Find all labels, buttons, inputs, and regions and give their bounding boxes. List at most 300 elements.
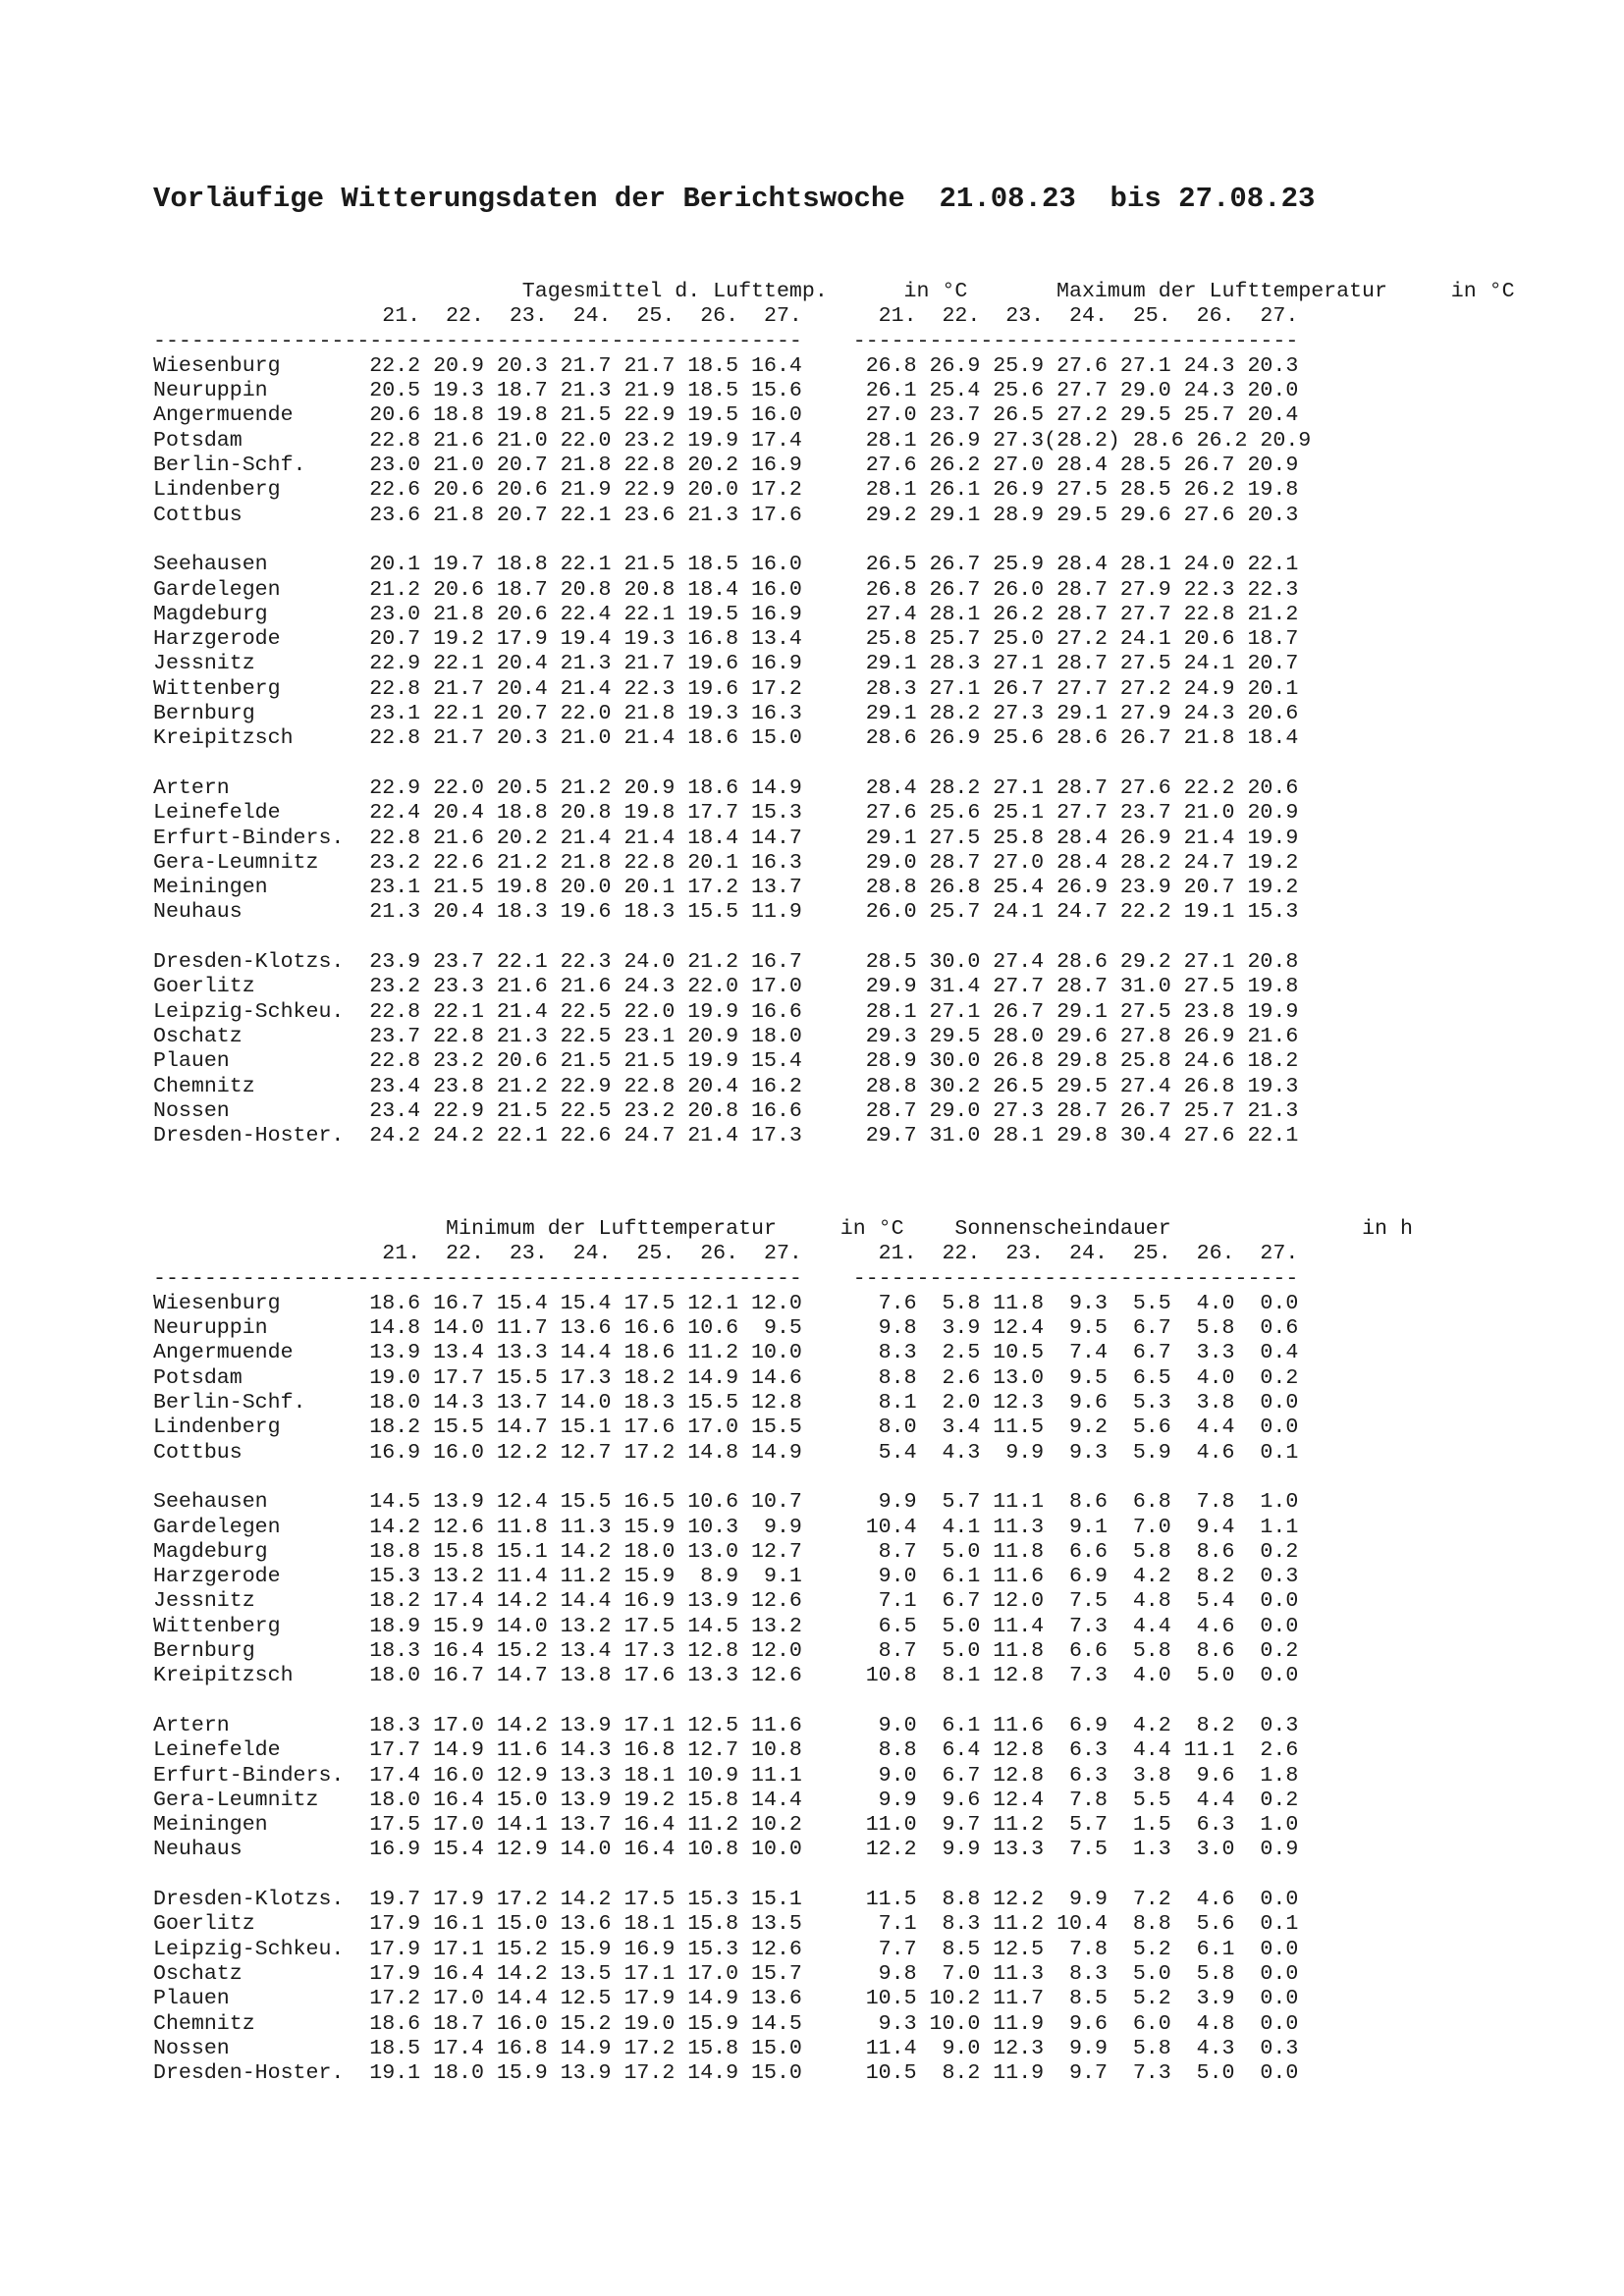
station-name: Goerlitz [153, 975, 357, 999]
station-name: Dresden-Klotzs. [153, 950, 357, 975]
left-values: 23.2 22.6 21.2 21.8 22.8 20.1 16.3 [356, 850, 802, 875]
right-values: 8.1 2.0 12.3 9.6 5.3 3.8 0.0 [852, 1391, 1299, 1415]
spacer [802, 1664, 853, 1687]
station-name: Angermuende [153, 403, 357, 428]
table-row [153, 1049, 1515, 1074]
station-name: Artern [153, 775, 357, 800]
left-values: 18.0 16.7 14.7 13.8 17.6 13.3 12.6 [356, 1664, 802, 1688]
right-values: 28.8 30.2 26.5 29.5 27.4 26.8 19.3 [852, 1074, 1299, 1098]
table-row [153, 1490, 1413, 1515]
spacer [802, 677, 853, 701]
spacer [802, 403, 853, 427]
station-name: Nossen [153, 1098, 357, 1123]
right-block-title: Sonnenscheindauer in h [903, 1217, 1413, 1241]
spacer [802, 2037, 853, 2060]
right-values: 8.8 6.4 12.8 6.3 4.4 11.1 2.6 [852, 1738, 1299, 1763]
left-values: 19.1 18.0 15.9 13.9 17.2 14.9 15.0 [356, 2061, 802, 2086]
spacer [802, 652, 853, 675]
separator-left: --------------------------------------------------- [153, 329, 802, 353]
table-row [153, 1838, 1413, 1862]
left-values: 22.8 21.6 20.2 21.4 21.4 18.4 14.7 [356, 826, 802, 850]
left-values: 23.0 21.0 20.7 21.8 22.8 20.2 16.9 [356, 454, 802, 478]
right-values: 29.0 28.7 27.0 28.4 28.2 24.7 19.2 [852, 850, 1299, 875]
spacer [802, 1838, 853, 1861]
spacer [802, 851, 853, 875]
spacer [802, 1124, 853, 1148]
spacer [802, 354, 853, 378]
station-name: Leinefelde [153, 1738, 357, 1763]
table-row [153, 827, 1515, 851]
spacer [802, 702, 853, 725]
station-name: Lindenberg [153, 478, 357, 503]
table-row [153, 1888, 1413, 1912]
table-row [153, 1962, 1413, 1987]
table-row [153, 1938, 1413, 1962]
left-block-title: Minimum der Lufttemperatur in °C [446, 1217, 904, 1241]
left-values: 23.6 21.8 20.7 22.1 23.6 21.3 17.6 [356, 503, 802, 527]
right-values: 8.0 3.4 11.5 9.2 5.6 4.4 0.0 [852, 1415, 1299, 1440]
right-values: 29.3 29.5 28.0 29.6 27.8 26.9 21.6 [852, 1024, 1299, 1048]
table-row [153, 478, 1515, 503]
station-name: Potsdam [153, 1365, 357, 1390]
station-name: Wittenberg [153, 1614, 357, 1638]
spacer [802, 1075, 853, 1098]
right-values: 28.7 29.0 27.3 28.7 26.7 25.7 21.3 [852, 1098, 1299, 1123]
left-day-labels: 21. 22. 23. 24. 25. 26. 27. [356, 1242, 802, 1266]
spacer [802, 379, 853, 402]
spacer [802, 1441, 853, 1465]
right-values: 28.6 26.9 25.6 28.6 26.7 21.8 18.4 [852, 726, 1299, 751]
station-name: Kreipitzsch [153, 1664, 357, 1688]
station-name: Gardelegen [153, 577, 357, 602]
station-name: Meiningen [153, 1813, 357, 1838]
table-row [153, 1391, 1413, 1415]
spacer [153, 280, 522, 303]
left-values: 14.2 12.6 11.8 11.3 15.9 10.3 9.9 [356, 1515, 802, 1539]
separator-right: ----------------------------------- [852, 329, 1299, 353]
left-values: 13.9 13.4 13.3 14.4 18.6 11.2 10.0 [356, 1341, 802, 1365]
table-row [153, 1124, 1515, 1148]
right-block-title: Maximum der Lufttemperatur in °C [967, 280, 1515, 303]
right-values: 9.8 3.9 12.4 9.5 6.7 5.8 0.6 [852, 1316, 1299, 1341]
left-values: 23.4 23.8 21.2 22.9 22.8 20.4 16.2 [356, 1074, 802, 1098]
left-values: 18.6 16.7 15.4 15.4 17.5 12.1 12.0 [356, 1291, 802, 1315]
station-name: Erfurt-Binders. [153, 826, 357, 850]
station-name: Potsdam [153, 428, 357, 453]
left-values: 18.3 17.0 14.2 13.9 17.1 12.5 11.6 [356, 1713, 802, 1737]
page-title: Vorläufige Witterungsdaten der Berichtswoche 21.08.23 bis 27.08.23 [153, 183, 1316, 215]
left-values: 22.6 20.6 20.6 21.9 22.9 20.0 17.2 [356, 478, 802, 503]
right-values: 28.1 26.1 26.9 27.5 28.5 26.2 19.8 [852, 478, 1299, 503]
right-values: 29.1 27.5 25.8 28.4 26.9 21.4 19.9 [852, 826, 1299, 850]
station-name: Chemnitz [153, 2011, 357, 2036]
left-values: 23.4 22.9 21.5 22.5 23.2 20.8 16.6 [356, 1098, 802, 1123]
spacer [802, 975, 853, 998]
right-values: 27.0 23.7 26.5 27.2 29.5 25.7 20.4 [852, 403, 1299, 428]
right-values: 8.3 2.5 10.5 7.4 6.7 3.3 0.4 [852, 1341, 1299, 1365]
table-row [153, 1415, 1413, 1440]
spacer [802, 578, 853, 602]
spacer [802, 1267, 853, 1291]
left-values: 17.4 16.0 12.9 13.3 18.1 10.9 11.1 [356, 1763, 802, 1788]
left-block-title: Tagesmittel d. Lufttemp. in °C [521, 280, 968, 303]
right-values: 9.0 6.1 11.6 6.9 4.2 8.2 0.3 [852, 1713, 1299, 1737]
table-separator [153, 1267, 1413, 1292]
left-values: 18.2 17.4 14.2 14.4 16.9 13.9 12.6 [356, 1589, 802, 1614]
table-row [153, 1987, 1413, 2011]
left-values: 23.2 23.3 21.6 21.6 24.3 22.0 17.0 [356, 975, 802, 999]
spacer [802, 776, 853, 800]
station-name: Oschatz [153, 1024, 357, 1048]
right-values: 9.0 6.7 12.8 6.3 3.8 9.6 1.8 [852, 1763, 1299, 1788]
right-values: 12.2 9.9 13.3 7.5 1.3 3.0 0.9 [852, 1838, 1299, 1862]
table-row [153, 429, 1515, 454]
station-name: Leipzig-Schkeu. [153, 1937, 357, 1961]
spacer [802, 603, 853, 626]
station-name: Gardelegen [153, 1515, 357, 1539]
station-name: Seehausen [153, 1490, 357, 1515]
spacer [802, 1341, 853, 1364]
table-row [153, 379, 1515, 403]
spacer [802, 876, 853, 899]
right-values: 28.1 26.9 27.3(28.2) 28.6 26.2 20.9 [852, 428, 1312, 453]
table-row [153, 1912, 1413, 1937]
right-values: 26.1 25.4 25.6 27.7 29.0 24.3 20.0 [852, 379, 1299, 403]
table-temperature-mean-max [153, 280, 1515, 1148]
right-values: 29.1 28.3 27.1 28.7 27.5 24.1 20.7 [852, 652, 1299, 676]
spacer [802, 1049, 853, 1073]
right-values: 8.7 5.0 11.8 6.6 5.8 8.6 0.2 [852, 1639, 1299, 1664]
table-row [153, 900, 1515, 925]
spacer [802, 801, 853, 825]
left-values: 22.8 23.2 20.6 21.5 21.5 19.9 15.4 [356, 1049, 802, 1074]
right-values: 28.1 27.1 26.7 29.1 27.5 23.8 19.9 [852, 999, 1299, 1024]
station-name: Jessnitz [153, 652, 357, 676]
spacer [802, 827, 853, 850]
right-values: 9.9 5.7 11.1 8.6 6.8 7.8 1.0 [852, 1490, 1299, 1515]
spacer [153, 1242, 356, 1265]
table-row [153, 1000, 1515, 1025]
station-name: Meiningen [153, 876, 357, 900]
right-values: 11.5 8.8 12.2 9.9 7.2 4.6 0.0 [852, 1888, 1299, 1912]
table-row [153, 1316, 1413, 1341]
station-name: Gera-Leumnitz [153, 850, 357, 875]
spacer [802, 1516, 853, 1539]
table-row [153, 726, 1515, 751]
right-values: 29.9 31.4 27.7 28.7 31.0 27.5 19.8 [852, 975, 1299, 999]
station-name: Cottbus [153, 503, 357, 527]
spacer [802, 1888, 853, 1911]
table-row [153, 603, 1515, 627]
station-name: Berlin-Schf. [153, 1391, 357, 1415]
spacer [802, 330, 853, 353]
spacer [802, 950, 853, 974]
spacer [802, 1099, 853, 1123]
right-values: 28.4 28.2 27.1 28.7 27.6 22.2 20.6 [852, 775, 1299, 800]
table-row [153, 1025, 1515, 1049]
station-name: Magdeburg [153, 1539, 357, 1564]
table-row [153, 702, 1515, 726]
left-values: 22.9 22.1 20.4 21.3 21.7 19.6 16.9 [356, 652, 802, 676]
station-name: Plauen [153, 1987, 357, 2011]
station-name: Harzgerode [153, 627, 357, 652]
spacer [802, 1589, 853, 1613]
station-name: Neuruppin [153, 1316, 357, 1341]
left-values: 14.5 13.9 12.4 15.5 16.5 10.6 10.7 [356, 1490, 802, 1515]
station-name: Leinefelde [153, 801, 357, 826]
left-values: 14.8 14.0 11.7 13.6 16.6 10.6 9.5 [356, 1316, 802, 1341]
table-row [153, 2037, 1413, 2061]
right-values: 27.6 26.2 27.0 28.4 28.5 26.7 20.9 [852, 454, 1299, 478]
right-values: 7.7 8.5 12.5 7.8 5.2 6.1 0.0 [852, 1937, 1299, 1961]
station-name: Angermuende [153, 1341, 357, 1365]
station-name: Leipzig-Schkeu. [153, 999, 357, 1024]
table-row [153, 1789, 1413, 1813]
right-values: 27.6 25.6 25.1 27.7 23.7 21.0 20.9 [852, 801, 1299, 826]
table-row [153, 1664, 1413, 1688]
station-name: Bernburg [153, 1639, 357, 1664]
left-values: 17.9 17.1 15.2 15.9 16.9 15.3 12.6 [356, 1937, 802, 1961]
left-values: 15.3 13.2 11.4 11.2 15.9 8.9 9.1 [356, 1565, 802, 1589]
table-row [153, 627, 1515, 652]
table-row [153, 1075, 1515, 1099]
table-row [153, 1366, 1413, 1391]
left-values: 20.5 19.3 18.7 21.3 21.9 18.5 15.6 [356, 379, 802, 403]
left-values: 23.1 22.1 20.7 22.0 21.8 19.3 16.3 [356, 702, 802, 726]
right-values: 10.5 10.2 11.7 8.5 5.2 3.9 0.0 [852, 1987, 1299, 2011]
spacer [802, 1292, 853, 1315]
station-name: Artern [153, 1713, 357, 1737]
left-values: 18.9 15.9 14.0 13.2 17.5 14.5 13.2 [356, 1614, 802, 1638]
table-row [153, 950, 1515, 975]
right-values: 29.2 29.1 28.9 29.5 29.6 27.6 20.3 [852, 503, 1299, 527]
station-name: Dresden-Hoster. [153, 1124, 357, 1148]
station-name: Berlin-Schf. [153, 454, 357, 478]
table-row [153, 1565, 1413, 1589]
left-values: 18.5 17.4 16.8 14.9 17.2 15.8 15.0 [356, 2036, 802, 2060]
spacer [802, 1540, 853, 1564]
spacer [802, 1987, 853, 2010]
table-row [153, 1589, 1413, 1614]
right-values: 29.1 28.2 27.3 29.1 27.9 24.3 20.6 [852, 702, 1299, 726]
right-values: 11.4 9.0 12.3 9.9 5.8 4.3 0.3 [852, 2036, 1299, 2060]
spacer [802, 1615, 853, 1638]
right-values: 7.1 6.7 12.0 7.5 4.8 5.4 0.0 [852, 1589, 1299, 1614]
station-name: Jessnitz [153, 1589, 357, 1614]
spacer [802, 504, 853, 527]
table-row [153, 975, 1515, 999]
table-row [153, 1615, 1413, 1639]
left-values: 18.3 16.4 15.2 13.4 17.3 12.8 12.0 [356, 1639, 802, 1664]
station-name: Neuhaus [153, 1838, 357, 1862]
spacer [802, 1938, 853, 1961]
station-name: Cottbus [153, 1440, 357, 1465]
table-row [153, 1738, 1413, 1763]
station-name: Bernburg [153, 702, 357, 726]
table-row [153, 504, 1515, 528]
table-row [153, 1441, 1413, 1466]
station-name: Wiesenburg [153, 353, 357, 378]
spacer [802, 1391, 853, 1415]
spacer [802, 1366, 853, 1390]
left-day-labels: 21. 22. 23. 24. 25. 26. 27. [356, 304, 802, 329]
left-values: 22.9 22.0 20.5 21.2 20.9 18.6 14.9 [356, 775, 802, 800]
table-separator [153, 330, 1515, 354]
left-values: 17.2 17.0 14.4 12.5 17.9 14.9 13.6 [356, 1987, 802, 2011]
station-name: Wittenberg [153, 676, 357, 701]
left-values: 22.2 20.9 20.3 21.7 21.7 18.5 16.4 [356, 353, 802, 378]
right-values: 27.4 28.1 26.2 28.7 27.7 22.8 21.2 [852, 602, 1299, 626]
table-header-titles [153, 1217, 1413, 1242]
left-values: 18.6 18.7 16.0 15.2 19.0 15.9 14.5 [356, 2011, 802, 2036]
station-name: Wiesenburg [153, 1291, 357, 1315]
right-values: 6.5 5.0 11.4 7.3 4.4 4.6 0.0 [852, 1614, 1299, 1638]
spacer [802, 1714, 853, 1737]
right-values: 29.7 31.0 28.1 29.8 30.4 27.6 22.1 [852, 1124, 1299, 1148]
left-values: 16.9 16.0 12.2 12.7 17.2 14.8 14.9 [356, 1440, 802, 1465]
left-values: 24.2 24.2 22.1 22.6 24.7 21.4 17.3 [356, 1124, 802, 1148]
spacer [802, 1639, 853, 1663]
station-name: Magdeburg [153, 602, 357, 626]
spacer [802, 627, 853, 651]
spacer [802, 1789, 853, 1812]
spacer [802, 1316, 853, 1340]
spacer [802, 2012, 853, 2036]
right-values: 7.6 5.8 11.8 9.3 5.5 4.0 0.0 [852, 1291, 1299, 1315]
table-row [153, 851, 1515, 876]
spacer [802, 478, 853, 502]
left-values: 23.1 21.5 19.8 20.0 20.1 17.2 13.7 [356, 876, 802, 900]
right-values: 5.4 4.3 9.9 9.3 5.9 4.6 0.1 [852, 1440, 1299, 1465]
table-row [153, 1813, 1413, 1838]
spacer [802, 429, 853, 453]
left-values: 21.3 20.4 18.3 19.6 18.3 15.5 11.9 [356, 900, 802, 925]
left-values: 17.5 17.0 14.1 13.7 16.4 11.2 10.2 [356, 1813, 802, 1838]
station-name: Erfurt-Binders. [153, 1763, 357, 1788]
spacer [802, 553, 853, 576]
right-values: 9.3 10.0 11.9 9.6 6.0 4.8 0.0 [852, 2011, 1299, 2036]
station-name: Nossen [153, 2036, 357, 2060]
right-day-labels: 21. 22. 23. 24. 25. 26. 27. [852, 304, 1299, 329]
spacer [802, 1764, 853, 1788]
station-name: Chemnitz [153, 1074, 357, 1098]
right-values: 26.8 26.7 26.0 28.7 27.9 22.3 22.3 [852, 577, 1299, 602]
table-row [153, 1516, 1413, 1540]
right-values: 26.8 26.9 25.9 27.6 27.1 24.3 20.3 [852, 353, 1299, 378]
separator-right: ----------------------------------- [852, 1266, 1299, 1291]
spacer [802, 1565, 853, 1588]
right-values: 10.8 8.1 12.8 7.3 4.0 5.0 0.0 [852, 1664, 1299, 1688]
spacer [802, 454, 853, 477]
left-values: 23.0 21.8 20.6 22.4 22.1 19.5 16.9 [356, 602, 802, 626]
right-values: 10.4 4.1 11.3 9.1 7.0 9.4 1.1 [852, 1515, 1299, 1539]
left-values: 17.9 16.4 14.2 13.5 17.1 17.0 15.7 [356, 1961, 802, 1986]
spacer [802, 900, 853, 924]
table-row [153, 1341, 1413, 1365]
left-values: 21.2 20.6 18.7 20.8 20.8 18.4 16.0 [356, 577, 802, 602]
right-values: 25.8 25.7 25.0 27.2 24.1 20.6 18.7 [852, 627, 1299, 652]
spacer [153, 1217, 446, 1241]
left-values: 18.8 15.8 15.1 14.2 18.0 13.0 12.7 [356, 1539, 802, 1564]
right-values: 28.9 30.0 26.8 29.8 25.8 24.6 18.2 [852, 1049, 1299, 1074]
station-name: Neuhaus [153, 900, 357, 925]
spacer [802, 726, 853, 750]
table-row [153, 652, 1515, 676]
right-values: 26.5 26.7 25.9 28.4 28.1 24.0 22.1 [852, 553, 1299, 577]
left-values: 17.7 14.9 11.6 14.3 16.8 12.7 10.8 [356, 1738, 802, 1763]
station-name: Harzgerode [153, 1565, 357, 1589]
right-values: 9.0 6.1 11.6 6.9 4.2 8.2 0.3 [852, 1565, 1299, 1589]
station-name: Kreipitzsch [153, 726, 357, 751]
left-values: 20.6 18.8 19.8 21.5 22.9 19.5 16.0 [356, 403, 802, 428]
table-row [153, 776, 1515, 801]
left-values: 23.7 22.8 21.3 22.5 23.1 20.9 18.0 [356, 1024, 802, 1048]
left-values: 17.9 16.1 15.0 13.6 18.1 15.8 13.5 [356, 1912, 802, 1937]
table-row [153, 2061, 1413, 2086]
left-values: 22.8 21.7 20.4 21.4 22.3 19.6 17.2 [356, 676, 802, 701]
right-values: 9.9 9.6 12.4 7.8 5.5 4.4 0.2 [852, 1788, 1299, 1812]
station-name: Plauen [153, 1049, 357, 1074]
spacer [802, 1738, 853, 1762]
right-values: 11.0 9.7 11.2 5.7 1.5 6.3 1.0 [852, 1813, 1299, 1838]
spacer [802, 1912, 853, 1936]
spacer [153, 304, 356, 328]
table-row [153, 454, 1515, 478]
left-values: 20.7 19.2 17.9 19.4 19.3 16.8 13.4 [356, 627, 802, 652]
table-header-days [153, 1242, 1413, 1266]
spacer [802, 2061, 853, 2085]
left-values: 20.1 19.7 18.8 22.1 21.5 18.5 16.0 [356, 553, 802, 577]
station-name: Seehausen [153, 553, 357, 577]
table-row [153, 801, 1515, 826]
spacer [802, 304, 853, 328]
station-name: Gera-Leumnitz [153, 1788, 357, 1812]
right-values: 28.3 27.1 26.7 27.7 27.2 24.9 20.1 [852, 676, 1299, 701]
right-values: 8.7 5.0 11.8 6.6 5.8 8.6 0.2 [852, 1539, 1299, 1564]
right-values: 10.5 8.2 11.9 9.7 7.3 5.0 0.0 [852, 2061, 1299, 2086]
table-row [153, 677, 1515, 702]
right-values: 7.1 8.3 11.2 10.4 8.8 5.6 0.1 [852, 1912, 1299, 1937]
spacer [802, 1242, 853, 1265]
spacer [802, 1813, 853, 1837]
left-values: 18.0 16.4 15.0 13.9 19.2 15.8 14.4 [356, 1788, 802, 1812]
right-values: 28.8 26.8 25.4 26.9 23.9 20.7 19.2 [852, 876, 1299, 900]
table-row [153, 1292, 1413, 1316]
station-name: Dresden-Klotzs. [153, 1888, 357, 1912]
spacer [802, 1490, 853, 1514]
station-name: Oschatz [153, 1961, 357, 1986]
left-values: 22.8 22.1 21.4 22.5 22.0 19.9 16.6 [356, 999, 802, 1024]
table-header-titles [153, 280, 1515, 304]
station-name: Lindenberg [153, 1415, 357, 1440]
table-row [153, 1639, 1413, 1664]
left-values: 19.0 17.7 15.5 17.3 18.2 14.9 14.6 [356, 1365, 802, 1390]
spacer [802, 1025, 853, 1048]
right-values: 28.5 30.0 27.4 28.6 29.2 27.1 20.8 [852, 950, 1299, 975]
left-values: 19.7 17.9 17.2 14.2 17.5 15.3 15.1 [356, 1888, 802, 1912]
right-values: 26.0 25.7 24.1 24.7 22.2 19.1 15.3 [852, 900, 1299, 925]
left-values: 18.2 15.5 14.7 15.1 17.6 17.0 15.5 [356, 1415, 802, 1440]
table-row [153, 403, 1515, 428]
left-values: 16.9 15.4 12.9 14.0 16.4 10.8 10.0 [356, 1838, 802, 1862]
right-day-labels: 21. 22. 23. 24. 25. 26. 27. [852, 1242, 1299, 1266]
left-values: 18.0 14.3 13.7 14.0 18.3 15.5 12.8 [356, 1391, 802, 1415]
left-values: 23.9 23.7 22.1 22.3 24.0 21.2 16.7 [356, 950, 802, 975]
spacer [802, 1415, 853, 1439]
table-row [153, 876, 1515, 900]
table-row [153, 354, 1515, 379]
left-values: 22.8 21.6 21.0 22.0 23.2 19.9 17.4 [356, 428, 802, 453]
